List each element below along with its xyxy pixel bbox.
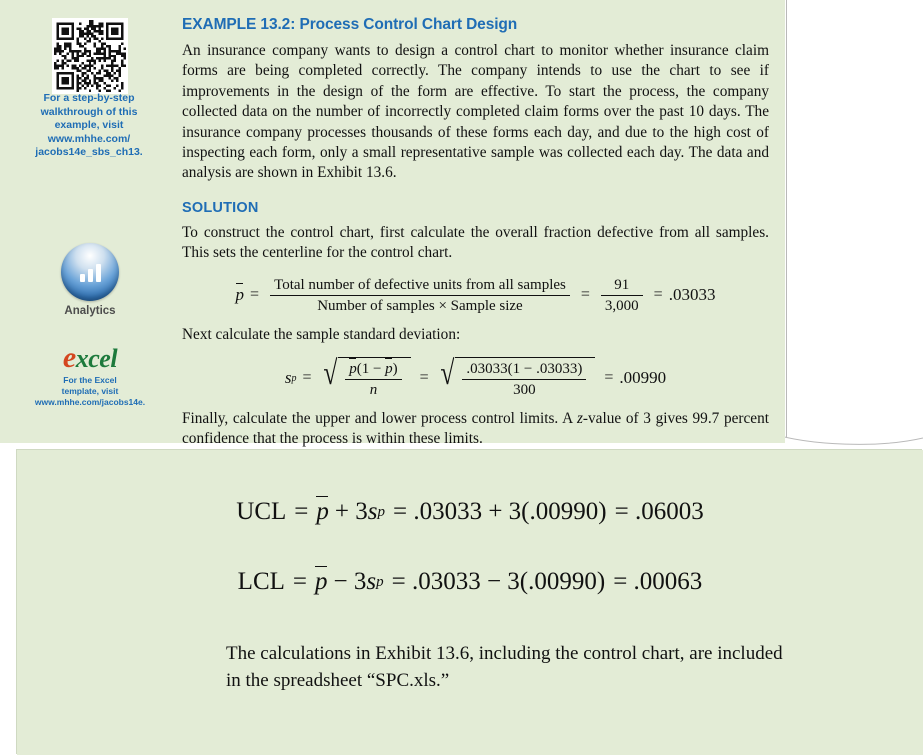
sp-value-fraction [462, 360, 586, 399]
pbar-definition-fraction [270, 276, 570, 315]
lcl-label: LCL [237, 568, 285, 595]
sp-equals-3: = [604, 369, 614, 387]
example-intro-paragraph: An insurance company wants to design a control chart to monitor whether insurance claim forms are being completed correctly. The company intends to use the chart to see if improvements in the design of the form are effective. To start the process, the company collected data on the number of incorrectly completed claim forms over the past 10 days. The insurance company processes thousands of these forms each day, and due to the high cost of inspecting each form, only a small representative sample was collected each day. The data and analysis are shown in Exhibit 13.6. [182, 42, 769, 182]
qr-code-canvas [54, 20, 126, 92]
analytics-badge [52, 243, 128, 317]
equals-sign-3: = [653, 286, 663, 304]
excel-caption-line3[interactable]: www.mhhe.com/jacobs14e. [34, 397, 146, 407]
margin-column [0, 0, 178, 443]
radical-sign-icon-2: √ [440, 355, 455, 393]
sp-def-numerator: p(1 − p) [349, 361, 398, 378]
sp-result: .00990 [619, 368, 667, 388]
excel-logo-x: e [62, 341, 76, 374]
equation-sp [182, 357, 769, 399]
analytics-chart-icon [61, 243, 119, 301]
qr-caption-line1: For a step-by-step [43, 92, 135, 104]
ucl-result: = .06003 [614, 498, 704, 525]
solution-paragraph-2: Next calculate the sample standard deviation: [182, 325, 461, 343]
sp-equals-2: = [419, 369, 429, 387]
ucl-subscript: p [377, 503, 385, 520]
ucl-label: UCL [236, 498, 287, 525]
sp-radical-definition [321, 357, 411, 399]
radical-sign-icon: √ [322, 355, 337, 393]
spreadsheet-note-line2: “SPC.xls.” [366, 670, 450, 691]
page-corner-curl [770, 432, 923, 450]
pbar-value-fraction [601, 276, 643, 315]
lcl-substitution: = .03033 − 3(.00990) [391, 568, 606, 595]
equals-sign-2: = [580, 286, 590, 304]
sp-subscript: p [291, 372, 297, 384]
pbar-value-denominator: 3,000 [604, 297, 639, 314]
excel-logo [18, 341, 162, 374]
continuation-panel [17, 450, 923, 755]
excel-caption-line2: template, visit [61, 386, 119, 396]
pbar-value-numerator: 91 [614, 276, 630, 293]
sp-radical-value [438, 357, 596, 399]
qr-caption [16, 92, 162, 160]
example-body [182, 16, 769, 456]
qr-caption-url-line1[interactable]: www.mhhe.com/ [47, 132, 131, 145]
spreadsheet-note [226, 640, 796, 694]
lcl-result: = .00063 [613, 568, 703, 595]
analytics-bars [61, 243, 119, 301]
equation-ucl: UCL = p + 3 s p = .03033 + 3(.00990) = .06003 [236, 498, 704, 525]
example-title: EXAMPLE 13.2: Process Control Chart Design [182, 16, 518, 33]
equals-sign: = [250, 286, 260, 304]
qr-caption-url-line2[interactable]: jacobs14e_sbs_ch13. [35, 146, 143, 158]
pbar-denominator: Number of samples × Sample size [317, 297, 523, 314]
page-edge-rule [786, 0, 787, 443]
solution-heading: SOLUTION [182, 199, 259, 216]
equation-pbar [182, 276, 769, 315]
qr-caption-line2: walkthrough of this [40, 105, 138, 118]
spreadsheet-note-line1: The calculations in Exhibit 13.6, including the control chart, are included in the spreadsheet [226, 643, 783, 691]
lcl-subscript: p [376, 573, 384, 590]
pbar-result: .03033 [668, 285, 716, 305]
pbar-numerator: Total number of defective units from all samples [274, 276, 566, 293]
sp-value-numerator: .03033(1 − .03033) [466, 361, 583, 378]
analytics-label: Analytics [64, 305, 116, 317]
sp-value-denominator: 300 [513, 382, 536, 399]
ucl-substitution: = .03033 + 3(.00990) [392, 498, 607, 525]
excel-caption [18, 375, 162, 408]
equation-lcl: LCL = p − 3 s p = .03033 − 3(.00990) = .00063 [237, 568, 703, 595]
sp-definition-fraction [345, 360, 401, 399]
sp-def-denominator: n [369, 382, 378, 399]
page-right-edge [785, 0, 923, 443]
excel-badge [18, 341, 162, 408]
excel-logo-rest: xcel [75, 344, 118, 373]
qr-caption-line3: example, visit [54, 119, 124, 131]
qr-code-icon[interactable] [52, 18, 128, 94]
solution-paragraph-3: Finally, calculate the upper and lower process control limits. A z-value of 3 gives 99.7 percent confidence that the process is within these limits. [182, 410, 769, 448]
sp-symbol: s [284, 368, 292, 388]
solution-paragraph-1: To construct the control chart, first calculate the overall fraction defective from all samples. This sets the centerline for the control chart. [182, 223, 769, 262]
sp-equals-1: = [302, 369, 312, 387]
excel-caption-line1: For the Excel [63, 375, 117, 385]
equation-pbar-symbol: p [235, 285, 245, 305]
